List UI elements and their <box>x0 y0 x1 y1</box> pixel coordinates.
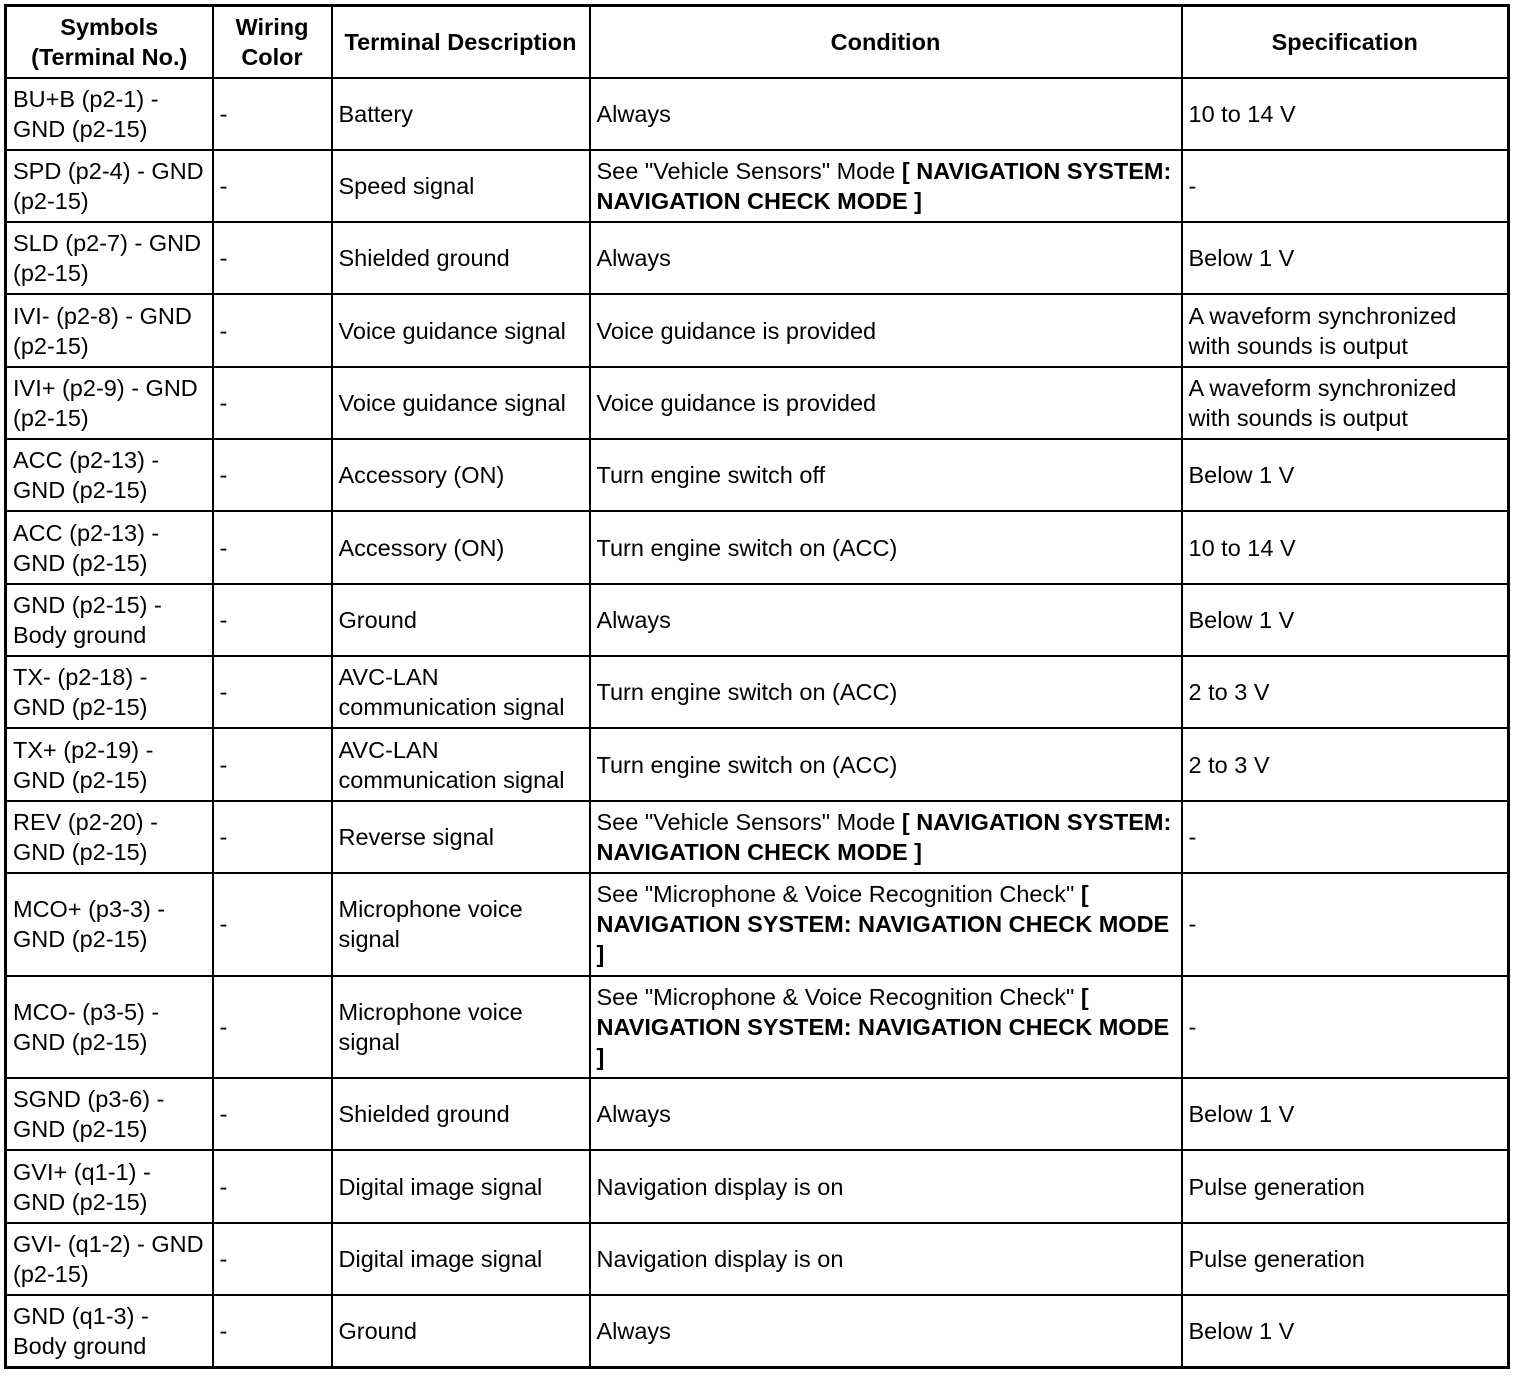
cell-terminal-description: Shielded ground <box>332 1078 590 1150</box>
table-row <box>6 294 1509 366</box>
cell-symbol: REV (p2-20) - GND (p2-15) <box>6 801 213 873</box>
cell-condition <box>590 976 1182 1078</box>
cell-terminal-description: Shielded ground <box>332 222 590 294</box>
header-specification: Specification <box>1182 6 1509 78</box>
cell-symbol: SGND (p3-6) - GND (p2-15) <box>6 1078 213 1150</box>
cell-terminal-description: Voice guidance signal <box>332 294 590 366</box>
condition-text: Navigation display is on <box>596 1173 844 1200</box>
header-terminal-description: Terminal Description <box>332 6 590 78</box>
header-wiring-color: Wiring Color <box>213 6 332 78</box>
condition-text: Voice guidance is provided <box>596 317 877 344</box>
table-row <box>6 1295 1509 1367</box>
cell-symbol: BU+B (p2-1) - GND (p2-15) <box>6 78 213 150</box>
condition-reference: [ NAVIGATION SYSTEM: NAVIGATION CHECK MODE ] <box>596 881 1170 968</box>
cell-specification: Below 1 V <box>1182 584 1509 656</box>
condition-text: Turn engine switch on (ACC) <box>596 534 898 561</box>
cell-condition <box>590 873 1182 975</box>
cell-condition <box>590 367 1182 439</box>
cell-terminal-description: Accessory (ON) <box>332 511 590 583</box>
table-body <box>6 78 1509 1368</box>
cell-specification: A waveform synchronized with sounds is output <box>1182 294 1509 366</box>
condition-text: See "Vehicle Sensors" Mode <box>596 157 902 184</box>
table-row <box>6 873 1509 975</box>
cell-terminal-description: Reverse signal <box>332 801 590 873</box>
condition-text: Navigation display is on <box>596 1245 844 1272</box>
cell-symbol: TX+ (p2-19) - GND (p2-15) <box>6 728 213 800</box>
cell-condition <box>590 150 1182 222</box>
table-row <box>6 1223 1509 1295</box>
cell-wiring-color: - <box>213 728 332 800</box>
cell-specification: Pulse generation <box>1182 1223 1509 1295</box>
cell-terminal-description: Accessory (ON) <box>332 439 590 511</box>
cell-terminal-description: Battery <box>332 78 590 150</box>
cell-specification: 10 to 14 V <box>1182 78 1509 150</box>
cell-specification: - <box>1182 873 1509 975</box>
condition-text: Turn engine switch on (ACC) <box>596 679 898 706</box>
cell-symbol: ACC (p2-13) - GND (p2-15) <box>6 511 213 583</box>
cell-wiring-color: - <box>213 294 332 366</box>
condition-reference: [ NAVIGATION SYSTEM: NAVIGATION CHECK MODE ] <box>596 808 1172 865</box>
cell-condition <box>590 222 1182 294</box>
cell-condition <box>590 584 1182 656</box>
cell-specification: 10 to 14 V <box>1182 511 1509 583</box>
condition-text: See "Microphone & Voice Recognition Check" <box>596 983 1081 1010</box>
cell-symbol: GVI+ (q1-1) - GND (p2-15) <box>6 1150 213 1222</box>
cell-symbol: SLD (p2-7) - GND (p2-15) <box>6 222 213 294</box>
cell-condition <box>590 1223 1182 1295</box>
cell-condition <box>590 1295 1182 1367</box>
cell-condition <box>590 801 1182 873</box>
cell-specification: 2 to 3 V <box>1182 656 1509 728</box>
cell-specification: Below 1 V <box>1182 439 1509 511</box>
table-row <box>6 584 1509 656</box>
condition-text: Turn engine switch off <box>596 462 826 489</box>
cell-symbol: MCO+ (p3-3) - GND (p2-15) <box>6 873 213 975</box>
cell-symbol: IVI- (p2-8) - GND (p2-15) <box>6 294 213 366</box>
cell-specification: Below 1 V <box>1182 1078 1509 1150</box>
table-row <box>6 728 1509 800</box>
condition-text: Always <box>596 1101 671 1128</box>
cell-terminal-description: AVC-LAN communication signal <box>332 656 590 728</box>
cell-symbol: GND (p2-15) - Body ground <box>6 584 213 656</box>
cell-symbol: GVI- (q1-2) - GND (p2-15) <box>6 1223 213 1295</box>
cell-symbol: MCO- (p3-5) - GND (p2-15) <box>6 976 213 1078</box>
cell-condition <box>590 1078 1182 1150</box>
table-row <box>6 656 1509 728</box>
cell-wiring-color: - <box>213 78 332 150</box>
cell-condition <box>590 1150 1182 1222</box>
cell-condition <box>590 294 1182 366</box>
cell-specification: Pulse generation <box>1182 1150 1509 1222</box>
cell-terminal-description: Ground <box>332 1295 590 1367</box>
cell-wiring-color: - <box>213 367 332 439</box>
condition-text: Voice guidance is provided <box>596 389 877 416</box>
cell-specification: - <box>1182 801 1509 873</box>
condition-text: Turn engine switch on (ACC) <box>596 751 898 778</box>
cell-symbol: GND (q1-3) - Body ground <box>6 1295 213 1367</box>
cell-terminal-description: Microphone voice signal <box>332 873 590 975</box>
cell-specification: 2 to 3 V <box>1182 728 1509 800</box>
cell-symbol: IVI+ (p2-9) - GND (p2-15) <box>6 367 213 439</box>
cell-terminal-description: Speed signal <box>332 150 590 222</box>
header-symbols: Symbols (Terminal No.) <box>6 6 213 78</box>
cell-wiring-color: - <box>213 511 332 583</box>
table-row <box>6 1078 1509 1150</box>
table-row <box>6 367 1509 439</box>
cell-wiring-color: - <box>213 150 332 222</box>
cell-terminal-description: Digital image signal <box>332 1223 590 1295</box>
cell-condition <box>590 728 1182 800</box>
cell-terminal-description: Digital image signal <box>332 1150 590 1222</box>
condition-text: See "Microphone & Voice Recognition Check" <box>596 881 1081 908</box>
cell-symbol: SPD (p2-4) - GND (p2-15) <box>6 150 213 222</box>
cell-condition <box>590 78 1182 150</box>
table-row <box>6 150 1509 222</box>
condition-text: Always <box>596 606 671 633</box>
cell-wiring-color: - <box>213 222 332 294</box>
cell-condition <box>590 656 1182 728</box>
cell-wiring-color: - <box>213 1150 332 1222</box>
cell-specification: Below 1 V <box>1182 1295 1509 1367</box>
table-row <box>6 78 1509 150</box>
cell-terminal-description: Ground <box>332 584 590 656</box>
condition-text: Always <box>596 245 671 272</box>
cell-symbol: ACC (p2-13) - GND (p2-15) <box>6 439 213 511</box>
condition-text: See "Vehicle Sensors" Mode <box>596 808 902 835</box>
cell-condition <box>590 439 1182 511</box>
cell-specification: - <box>1182 976 1509 1078</box>
condition-text: Always <box>596 1318 671 1345</box>
terminal-spec-table <box>4 4 1510 1369</box>
cell-specification: Below 1 V <box>1182 222 1509 294</box>
cell-symbol: TX- (p2-18) - GND (p2-15) <box>6 656 213 728</box>
cell-wiring-color: - <box>213 439 332 511</box>
table-row <box>6 1150 1509 1222</box>
cell-wiring-color: - <box>213 1078 332 1150</box>
table-row <box>6 439 1509 511</box>
cell-terminal-description: Voice guidance signal <box>332 367 590 439</box>
cell-wiring-color: - <box>213 801 332 873</box>
table-row <box>6 511 1509 583</box>
cell-wiring-color: - <box>213 584 332 656</box>
header-condition: Condition <box>590 6 1182 78</box>
header-row <box>6 6 1509 78</box>
condition-reference: [ NAVIGATION SYSTEM: NAVIGATION CHECK MODE ] <box>596 157 1172 214</box>
cell-wiring-color: - <box>213 656 332 728</box>
condition-text: Always <box>596 100 671 127</box>
condition-reference: [ NAVIGATION SYSTEM: NAVIGATION CHECK MODE ] <box>596 983 1170 1070</box>
table-row <box>6 801 1509 873</box>
table-row <box>6 976 1509 1078</box>
cell-wiring-color: - <box>213 976 332 1078</box>
cell-specification: A waveform synchronized with sounds is output <box>1182 367 1509 439</box>
cell-wiring-color: - <box>213 873 332 975</box>
cell-terminal-description: AVC-LAN communication signal <box>332 728 590 800</box>
cell-wiring-color: - <box>213 1295 332 1367</box>
table-row <box>6 222 1509 294</box>
cell-specification: - <box>1182 150 1509 222</box>
cell-wiring-color: - <box>213 1223 332 1295</box>
cell-terminal-description: Microphone voice signal <box>332 976 590 1078</box>
cell-condition <box>590 511 1182 583</box>
